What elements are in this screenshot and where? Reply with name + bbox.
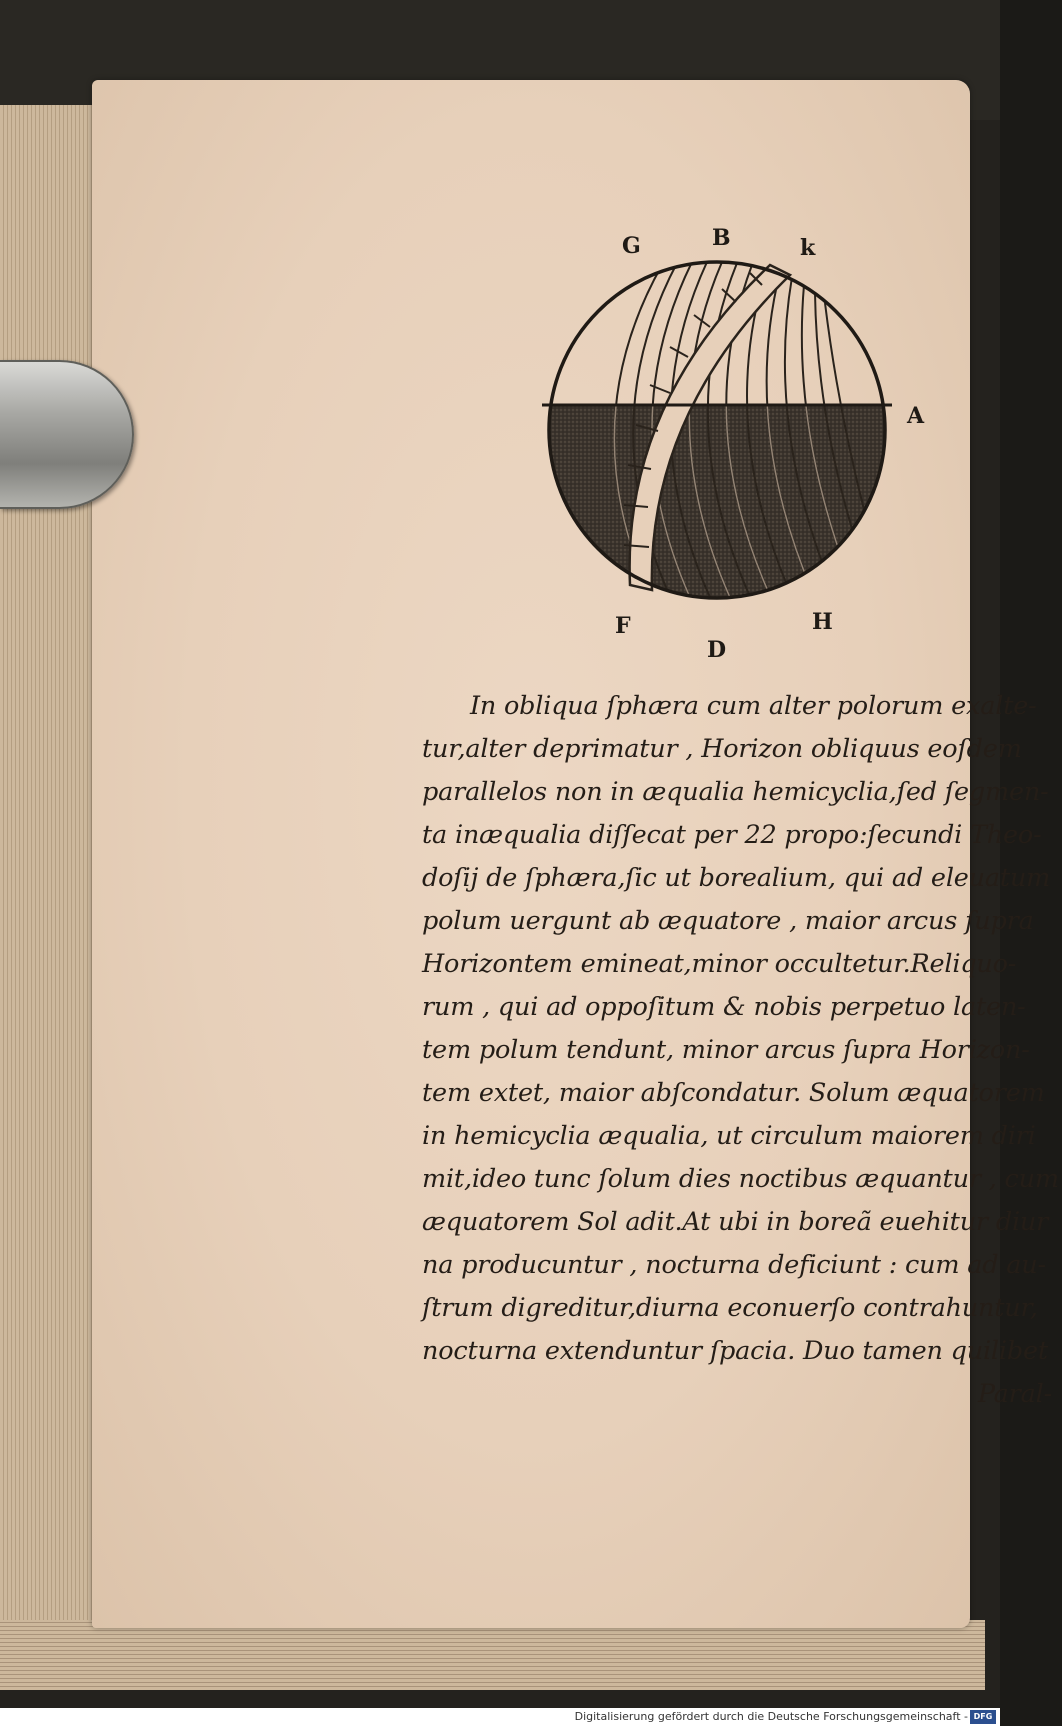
text-line: polum uergunt ab æquatore , maior arcus ſupra	[422, 906, 1034, 936]
text-line: doſij de ſphæra,ſic ut borealium, qui ad eleuatum	[422, 863, 1051, 893]
label-h: H	[812, 609, 833, 635]
text-line: nocturna extenduntur ſpacia. Duo tamen quilibet	[422, 1336, 1048, 1366]
text-line: rum , qui ad oppoſitum & nobis perpetuo laten-	[422, 992, 1026, 1022]
label-k: k	[800, 235, 816, 261]
text-line: ſtrum digreditur,diurna econuerſo contrahuntur,	[422, 1293, 1038, 1323]
text-line: tem polum tendunt, minor arcus ſupra Horizon-	[422, 1035, 1030, 1065]
book-page	[92, 80, 1059, 1628]
oblique-sphere-diagram	[512, 225, 932, 665]
hidden-hemisphere	[542, 405, 902, 605]
text-line: in hemicyclia æqualia, ut circulum maiorem diri	[422, 1121, 1036, 1151]
label-b: B	[712, 225, 731, 251]
text-line: tur,alter deprimatur , Horizon obliquus eoſdem	[422, 734, 1022, 764]
page-edges-left	[0, 105, 102, 1685]
text-line: Horizontem emineat,minor occultetur.Reliquo-	[422, 949, 1017, 979]
text-line: parallelos non in æqualia hemicyclia,ſed ſegmen-	[422, 777, 1049, 807]
text-line: In obliqua ſphæra cum alter polorum exalte-	[470, 691, 1037, 721]
label-g: G	[622, 233, 641, 259]
label-d: D	[707, 637, 727, 663]
text-line: mit,ideo tunc ſolum dies noctibus æquantur , cum	[422, 1164, 1059, 1194]
text-line: na producuntur , nocturna deficiunt : cum ad au-	[422, 1250, 1046, 1280]
dfg-logo: DFG	[970, 1710, 996, 1724]
footer-bar	[0, 1708, 1000, 1726]
text-line: tem extet, maior abſcondatur. Solum æquatorem	[422, 1078, 1045, 1108]
funding-notice: Digitalisierung gefördert durch die Deutsche Forschungsgemeinschaft -	[574, 1710, 968, 1723]
label-a: A	[907, 403, 925, 429]
label-f: F	[615, 613, 631, 639]
catchword: Paral-	[977, 1379, 1052, 1409]
text-line: æquatorem Sol adit.At ubi in boreã euehitur diur	[422, 1207, 1049, 1237]
body-text	[422, 685, 1062, 1416]
text-line: ta inæqualia diſſecat per 22 propo:ſecundi Theo-	[422, 820, 1042, 850]
page-edges-bottom	[0, 1620, 985, 1690]
